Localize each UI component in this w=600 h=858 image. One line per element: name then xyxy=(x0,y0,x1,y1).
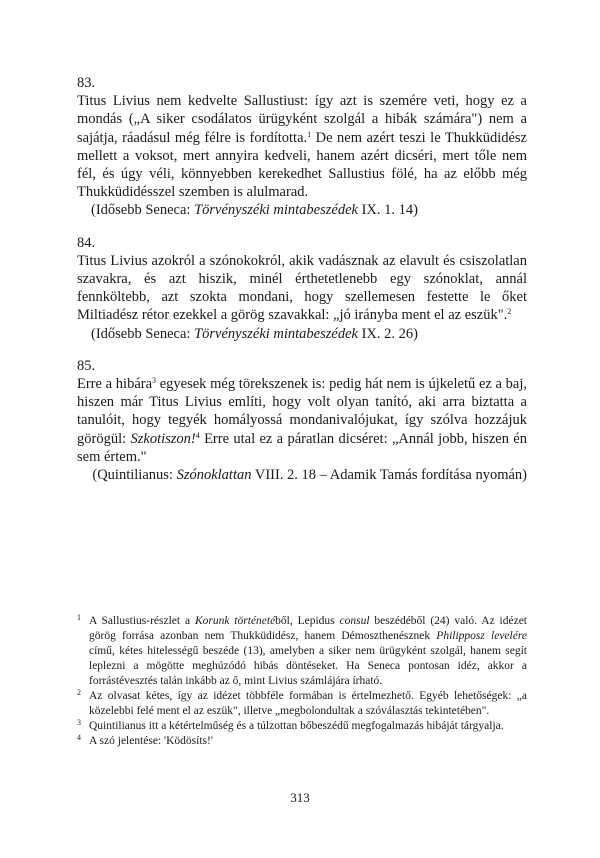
source-citation xyxy=(77,466,527,484)
footnote-text: Az olvasat kétes, így az idézet többféle formában is értelmezhető. Egyéb lehetőségek: „a közelebbi felé ment el az eszük", illetve „megbolondultak a szóválasztás tekintetében". xyxy=(89,690,527,717)
paragraph xyxy=(77,92,527,201)
paragraph xyxy=(77,252,527,325)
paragraph-italic: Szkotiszon! xyxy=(130,430,196,447)
citation-text: (Idősebb Seneca: xyxy=(91,202,195,219)
footnote-text: beszédéből (24) való. Az idézet görög forrása azonban nem Thukküdidész, hanem Démoszthenésznek xyxy=(89,615,527,642)
footnote-4: 4 A szó jelentése: 'Ködösíts!' xyxy=(77,733,213,747)
footnotes xyxy=(77,614,527,749)
section-84 xyxy=(77,234,527,343)
citation-text: (Idősebb Seneca: xyxy=(91,325,195,342)
citation-title: Törvényszéki mintabeszédek xyxy=(194,202,358,219)
paragraph-text: Titus Livius azokról a szónokokról, akik vadásznak az elavult és csiszolatlan szavakra, és azt hiszik, minél érthetetlenebb egy szónoklat, annál fennköltebb, azt szokta mondani, hogy szellemesen festette le őket Miltiadész rétor ezekkel a görög szavakkal: „jó irányba ment el az eszük". xyxy=(77,252,527,324)
paragraph xyxy=(77,375,527,466)
footnote-ref[interactable]: 4 xyxy=(195,430,200,440)
page-number: 313 xyxy=(290,790,310,805)
paragraph-text: Erre utal ez a páratlan dicséret: „Annál jobb, hiszen én sem értem." xyxy=(77,430,527,465)
citation-text: (Quintilianus: xyxy=(92,467,177,484)
footnote-2: 2 Az olvasat kétes, így az idézet többféle formában is értelmezhető. Egyéb lehetőségek: „a közelebbi felé ment el az eszük", illetve „megbolondultak a szóválasztás tekintetében". xyxy=(77,688,527,717)
section-number: 84. xyxy=(77,234,96,251)
citation-text: IX. 1. 14) xyxy=(357,202,418,219)
footnote-1: 1 A Sallustius-részlet a Korunk történetéből, Lepidus consul beszédéből (24) való. Az idézet görög forrása azonban nem Thukküdidész, hanem Démoszthenésznek Philipposz levelére című, kétes hitelességű beszéde (13), amelyben a siker nem ürügyként szolgál, hanem segít leplezni a mögötte meghúzódó hibás döntéseket. Ha Seneca pontosan idéz, akkor a forrástévesztés talán inkább az ő, mint Livius számlájára írható. xyxy=(77,613,527,687)
footnote-3: 3 Quintilianus itt a kétértelműség és a túlzottan bőbeszédű megfogalmazás hibáját tárgyalja. xyxy=(77,718,504,732)
footnote-text: A szó jelentése: 'Ködösíts!' xyxy=(89,735,213,747)
footnote-text: című, kétes hitelességű beszéde (13), amelyben a siker nem ürügyként szolgál, hanem segít leplezni a mögötte meghúzódó hibás döntéseket. Ha Seneca pontosan idéz, akkor a forrástévesztés talán inkább az ő, mint Livius számlájára írható. xyxy=(89,645,527,687)
paragraph-text: Titus Livius nem kedvelte Sallustiust: így azt is szemére veti, hogy ez a mondás („A siker csodálatos ürügyként szolgál a hibák számára") nem a sajátja, ráadásul még félre is fordította. xyxy=(77,93,527,146)
footnote-ref[interactable]: 2 xyxy=(507,307,512,317)
source-citation xyxy=(77,325,527,343)
citation-title: Törvényszéki mintabeszédek xyxy=(194,325,358,342)
paragraph-text: egyesek még törekszenek is: pedig hát nem is újkeletű ez a baj, hiszen már Titus Livius említi, hogy volt olyan tanító, aki arra biztatta a tanulóit, hogy tegyék homályossá mondanivalójukat, így szólva hozzájuk görögül: xyxy=(77,376,527,447)
paragraph-text: Erre a hibára xyxy=(77,376,153,393)
footnote-text: A Sallustius-részlet a xyxy=(89,615,195,627)
footnote-italic: Philipposz levelére xyxy=(436,630,527,642)
section-number: 83. xyxy=(77,75,96,91)
footnote-italic: consul xyxy=(339,615,370,627)
paragraph-text: De nem azért teszi le Thukküdidész mellett a voksot, mert annyira kedveli, hanem azért dicséri, mert tőle nem fél, és úgy véli, könnyebben kerekedhet Sallustius fölé, ha az előbb még Thukküdidésszel szemben is alulmarad. xyxy=(77,129,527,201)
footnote-text: ből, Lepidus xyxy=(275,615,340,627)
citation-text: VIII. 2. 18 – Adamik Tamás fordítása nyomán) xyxy=(251,467,527,484)
footnote-italic: Korunk történeté xyxy=(194,615,276,627)
section-number: 85. xyxy=(77,357,96,374)
footnote-text: Quintilianus itt a kétértelműség és a túlzottan bőbeszédű megfogalmazás hibáját tárgyalja. xyxy=(89,720,504,732)
section-85 xyxy=(77,357,527,484)
footnote-ref[interactable]: 1 xyxy=(307,129,312,139)
citation-title: Szónoklattan xyxy=(176,467,252,484)
section-83 xyxy=(77,74,527,220)
source-citation xyxy=(77,201,527,219)
footnote-ref[interactable]: 3 xyxy=(152,376,157,386)
citation-text: IX. 2. 26) xyxy=(357,325,418,342)
page-body xyxy=(77,74,527,498)
